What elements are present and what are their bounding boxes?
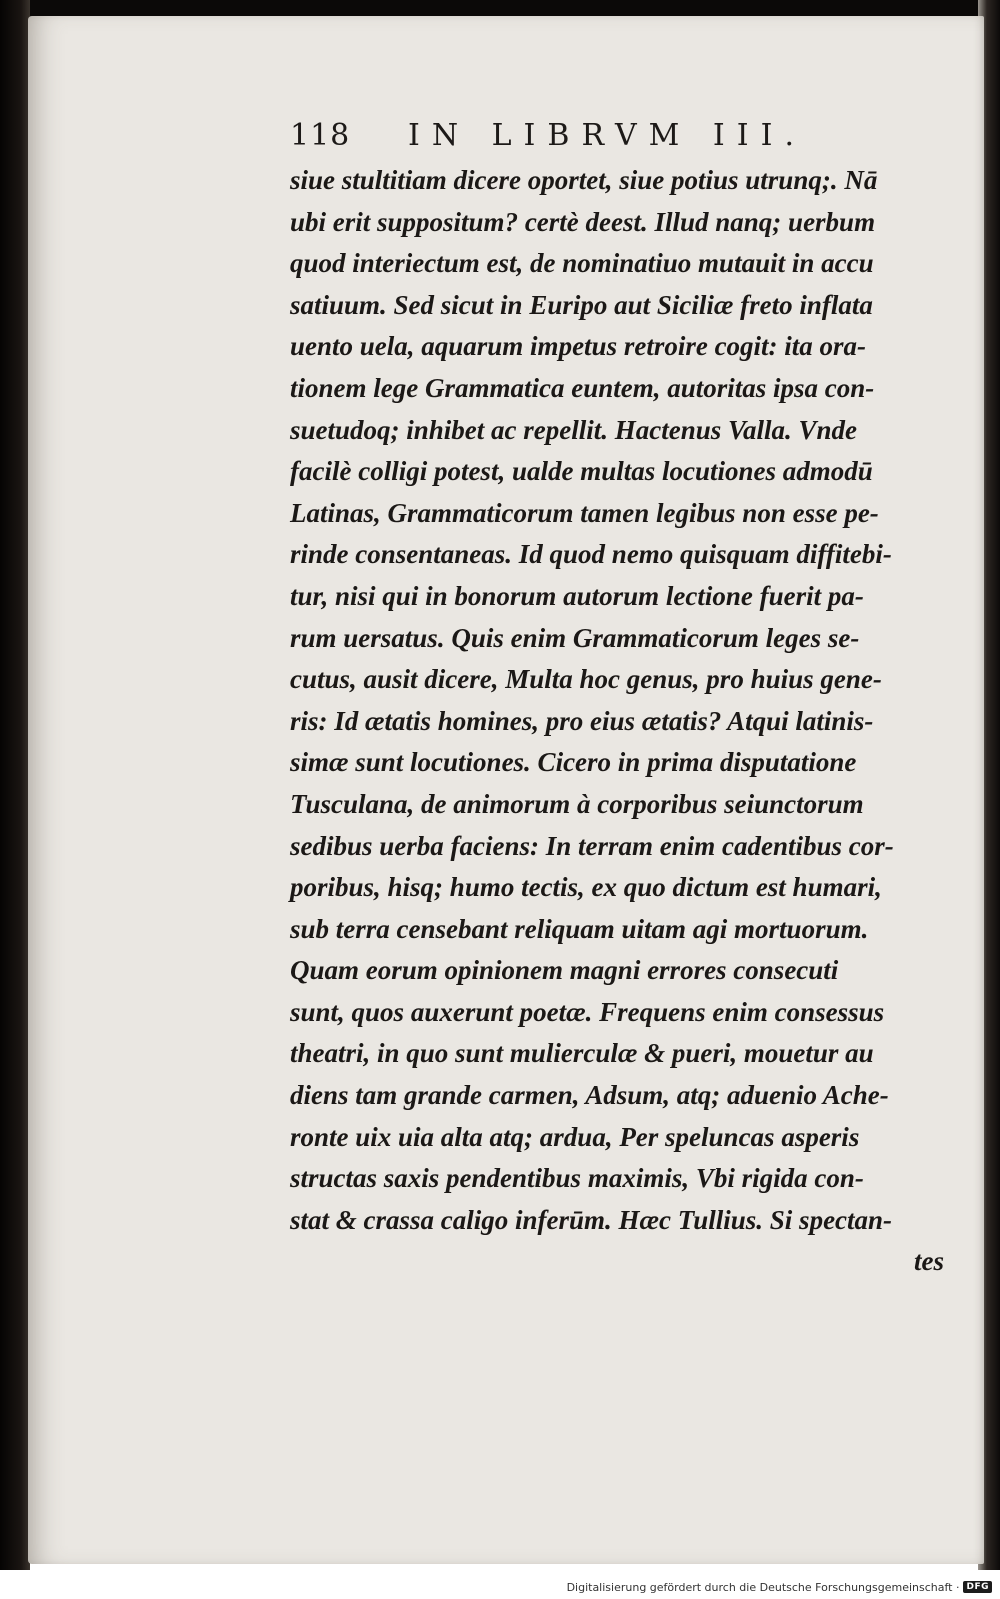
text-line: rum uersatus. Quis enim Grammaticorum leges se- bbox=[290, 622, 860, 653]
text-line: sedibus uerba faciens: In terram enim cadentibus cor- bbox=[290, 830, 894, 861]
running-head-title: IN LIBRVM III. bbox=[408, 118, 806, 153]
text-line: ronte uix uia alta atq; ardua, Per speluncas asperis bbox=[290, 1121, 860, 1152]
text-line: cutus, ausit dicere, Multa hoc genus, pro huius gene- bbox=[290, 664, 882, 695]
running-head bbox=[290, 118, 950, 158]
text-line: structas saxis pendentibus maximis, Vbi rigida con- bbox=[290, 1163, 864, 1194]
text-line: sub terra censebant reliquam uitam agi mortuorum. bbox=[290, 913, 869, 944]
text-line: uento uela, aquarum impetus retroire cogit: ita ora- bbox=[290, 331, 867, 362]
book-spine-shadow bbox=[0, 0, 30, 1570]
text-line: facilè colligi potest, ualde multas locutiones admodū bbox=[290, 456, 873, 487]
text-line: Quam eorum opinionem magni errores consecuti bbox=[290, 955, 839, 986]
text-line: siue stultitiam dicere oportet, siue potius utrunq;. Nā bbox=[290, 165, 878, 195]
text-line: tionem lege Grammatica euntem, autoritas ipsa con- bbox=[290, 372, 875, 403]
text-line: suetudoq; inhibet ac repellit. Hactenus Valla. Vnde bbox=[290, 414, 858, 445]
text-line: Latinas, Grammaticorum tamen legibus non esse pe- bbox=[290, 497, 879, 528]
catchword: tes bbox=[914, 1246, 944, 1277]
text-line: stat & crassa caligo inferūm. Hæc Tullius. Si spectan- bbox=[290, 1204, 893, 1235]
text-line: quod interiectum est, de nominatiuo mutauit in accu bbox=[290, 248, 874, 279]
text-line: poribus, hisq; humo tectis, ex quo dictum est humari, bbox=[290, 872, 882, 903]
page-number: 118 bbox=[290, 118, 351, 153]
text-line: diens tam grande carmen, Adsum, atq; aduenio Ache- bbox=[290, 1080, 889, 1111]
text-line: simæ sunt locutiones. Cicero in prima disputatione bbox=[290, 747, 857, 778]
dfg-logo: DFG bbox=[963, 1581, 992, 1593]
text-line: theatri, in quo sunt mulierculæ & pueri, mouetur au bbox=[290, 1038, 874, 1069]
text-line: rinde consentaneas. Id quod nemo quisquam diffitebi- bbox=[290, 539, 892, 570]
text-line: ubi erit suppositum? certè deest. Illud nanq; uerbum bbox=[290, 206, 876, 237]
text-line: ris: Id ætatis homines, pro eius ætatis? Atqui latinis- bbox=[290, 705, 874, 736]
text-line: sunt, quos auxerunt poetæ. Frequens enim consessus bbox=[290, 996, 885, 1027]
text-line: tur, nisi qui in bonorum autorum lectione fuerit pa- bbox=[290, 580, 864, 611]
text-line: satiuum. Sed sicut in Euripo aut Siciliæ freto inflata bbox=[290, 289, 873, 320]
text-line: Tusculana, de animorum à corporibus seiunctorum bbox=[290, 788, 864, 819]
body-text bbox=[290, 160, 950, 1283]
credit-text: Digitalisierung gefördert durch die Deutsche Forschungsgemeinschaft · bbox=[566, 1580, 960, 1594]
digitization-credit bbox=[567, 1578, 992, 1596]
